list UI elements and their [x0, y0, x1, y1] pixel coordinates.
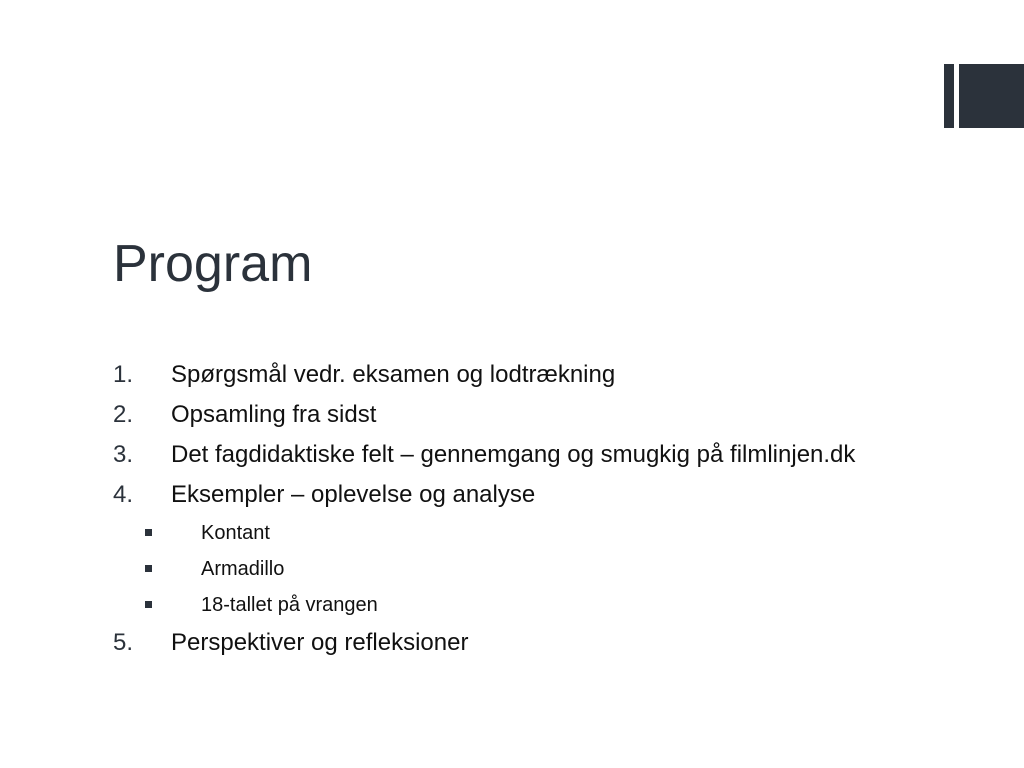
list-item	[113, 478, 873, 512]
list-text: Perspektiver og refleksioner	[171, 629, 469, 656]
list-text: Eksempler – oplevelse og analyse	[171, 481, 536, 508]
list-text: Det fagdidaktiske felt – gennemgang og smugkig på filmlinjen.dk	[171, 441, 856, 468]
corner-decoration-block	[959, 64, 1024, 128]
agenda-list	[113, 358, 873, 666]
list-item	[113, 358, 873, 392]
list-item	[113, 398, 873, 432]
list-item	[113, 626, 873, 660]
sub-list-text: Kontant	[201, 522, 270, 544]
slide-title: Program	[113, 235, 313, 293]
square-bullet-icon	[145, 518, 201, 548]
list-text: Spørgsmål vedr. eksamen og lodtrækning	[171, 361, 616, 388]
list-number: 4.	[113, 481, 134, 508]
list-number: 5.	[113, 629, 134, 656]
square-bullet-icon	[145, 554, 201, 584]
sub-list-item	[113, 554, 873, 584]
sub-list-item	[113, 518, 873, 548]
sub-list-text: 18-tallet på vrangen	[201, 594, 378, 616]
sub-list-item	[113, 590, 873, 620]
square-bullet-icon	[145, 590, 201, 620]
list-item	[113, 438, 873, 472]
list-number: 3.	[113, 441, 134, 468]
sub-list-text: Armadillo	[201, 558, 285, 580]
list-number: 2.	[113, 401, 134, 428]
corner-decoration-bar	[944, 64, 954, 128]
list-text: Opsamling fra sidst	[171, 401, 377, 428]
list-number: 1.	[113, 361, 134, 388]
